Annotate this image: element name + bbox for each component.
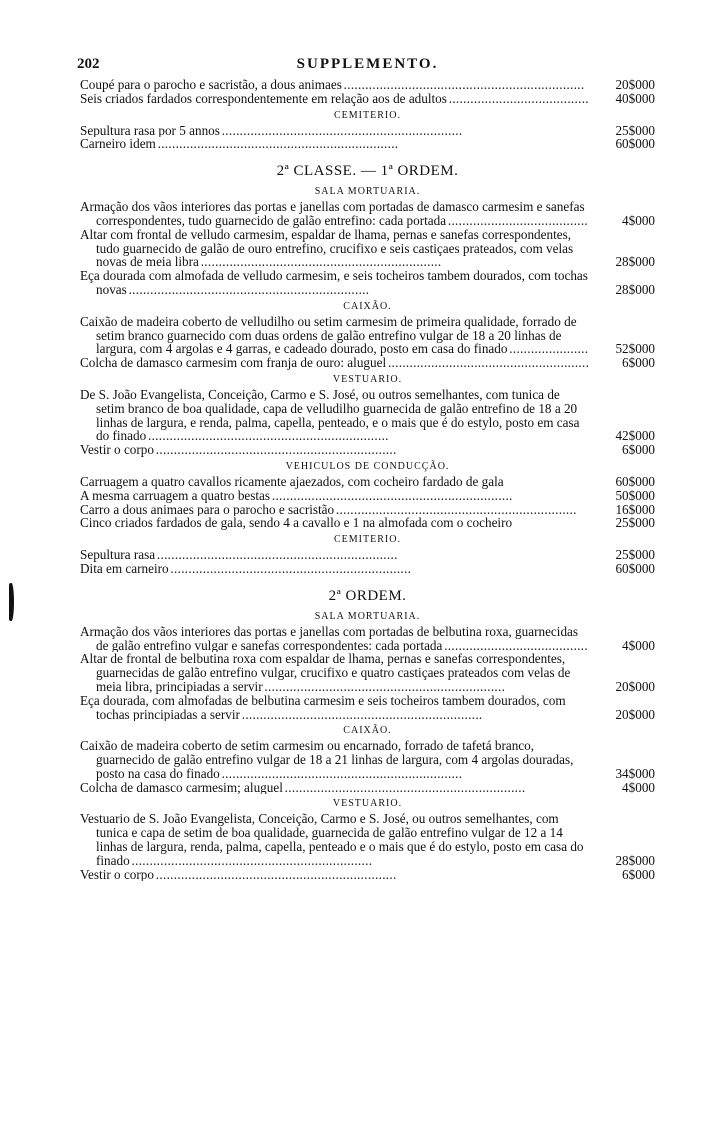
dot-leader: [334, 503, 575, 517]
section-heading-cemiterio: CEMITERIO.: [334, 109, 401, 121]
entry-description: Vestir o corpo: [80, 867, 154, 882]
dot-leader: [283, 781, 524, 795]
caixao-list: [80, 739, 655, 794]
binding-mark: [9, 583, 14, 621]
dot-leader: [240, 707, 481, 722]
entry-description: Colcha de damasco carmesim com franja de ouro: aluguel: [80, 356, 387, 370]
entry-description: Caixão de madeira coberto de setim carmesim ou encarnado, forrado de tafetá branco, guarnecido de galão entrefino vulgar de 18 a 21 linhas de largura, com 4 argolas douradas, posto na casa do finado: [80, 739, 574, 781]
entry-price: 6$000: [622, 355, 655, 371]
dot-leader: [155, 548, 396, 562]
entry-description: A mesma carruagem a quatro bestas: [80, 488, 271, 503]
running-title: SUPPLEMENTO.: [296, 56, 439, 72]
vestuario-list: [80, 388, 655, 457]
dot-leader: [220, 766, 461, 781]
price-entry: [80, 503, 655, 517]
dot-leader: [156, 137, 397, 151]
veiculos-list: [80, 475, 655, 530]
entry-price: 6$000: [622, 442, 655, 458]
entry-description: Seis criados fardados correspondentemente em relação aos de adultos: [80, 91, 447, 106]
section-heading-sala-mortuaria: SALA MORTUARIA.: [314, 186, 421, 198]
page: [77, 56, 655, 882]
price-entry: [80, 868, 655, 882]
section-heading-veiculos: VEHICULOS DE CONDUCÇÃO.: [285, 460, 450, 472]
price-entry: [80, 516, 655, 530]
entry-price: 20$000: [615, 77, 655, 92]
entry-description: Armação dos vãos interiores das portas e janellas com portadas de belbutina roxa, guarnecidas de galão entrefino vulgar e sanefas correspondentes: cada portada: [80, 624, 579, 653]
entry-price: 4$000: [622, 637, 655, 653]
price-entry: [80, 443, 655, 457]
entry-description: De S. João Evangelista, Conceição, Carmo e S. José, ou outros semelhantes, com tunica de setim branco de boa qualidade, capa de velludilho guarnecida de galão entrefino de 18 a 20 linhas de largura, e renda, palma, capella, penteado, e o mais que é do estylo, posto em casa do finado: [80, 387, 580, 444]
entry-price: 25$000: [615, 515, 655, 531]
dot-leader: [342, 78, 583, 92]
section-heading-cemiterio: CEMITERIO.: [334, 534, 401, 546]
dot-leader: [154, 868, 395, 882]
entry-price: 60$000: [615, 473, 655, 489]
price-entry: [80, 356, 655, 370]
entry-description: Altar de frontal de belbutina roxa com espaldar de lhama, pernas e sanefas correspondentes, guarnecidas de galão entrefino vulgar, crucifixo e quatro castiçaes prateados com velas de meia libra, principiadas a servir: [80, 652, 571, 694]
entry-price: 34$000: [615, 765, 655, 781]
continuation-list: [80, 78, 655, 106]
price-entry: [80, 781, 655, 795]
entry-price: 4$000: [622, 212, 655, 228]
dot-leader: [263, 679, 504, 694]
entry-price: 28$000: [615, 852, 655, 868]
entry-description: Altar com frontal de velludo carmesim, espaldar de lhama, pernas e sanefas correspondentes, tudo guarnecido de galão de ouro entrefino, crucifixo e seis castiçaes prateados, com velas novas de meia libra: [80, 227, 574, 270]
entry-description: Eça dourada, com almofadas de belbutina carmesim e seis tocheiros tambem dourados, com tochas principiadas a servir: [80, 693, 566, 722]
page-number: 202: [77, 56, 100, 72]
cemiterio-list: [80, 124, 655, 152]
price-entry: [80, 92, 655, 106]
running-head: [77, 56, 655, 78]
entry-price: 6$000: [622, 866, 655, 882]
entry-price: 25$000: [615, 122, 655, 138]
dot-leader: [169, 562, 410, 576]
entry-description: Sepultura rasa: [80, 548, 156, 562]
cemiterio-list: [80, 548, 655, 576]
entry-price: 28$000: [615, 281, 655, 297]
price-entry: [80, 489, 655, 503]
section-heading-sala-mortuaria: SALA MORTUARIA.: [314, 610, 421, 622]
section-heading-caixao: CAIXÃO.: [343, 725, 392, 737]
price-entry: [80, 269, 655, 297]
dot-leader: [146, 428, 387, 443]
entry-price: 52$000: [615, 341, 655, 357]
order-heading: 2ª ORDEM.: [328, 587, 407, 604]
price-entry: [80, 625, 655, 653]
entry-description: Carro a dous animaes para o parocho e sacristão: [80, 502, 335, 517]
section-heading-vestuario: VESTUARIO.: [332, 798, 403, 810]
sala-mortuaria-list: [80, 200, 655, 297]
price-entry: [80, 228, 655, 269]
price-entry: [80, 78, 655, 92]
price-entry: [80, 694, 655, 722]
entry-price: 60$000: [615, 136, 655, 152]
entry-price: 42$000: [615, 428, 655, 444]
dot-leader: [199, 254, 440, 269]
vestuario-list: [80, 812, 655, 881]
entry-price: 40$000: [615, 90, 655, 106]
dot-leader: [154, 443, 395, 457]
entry-price: 50$000: [615, 487, 655, 503]
price-entry: [80, 200, 655, 228]
dot-leader: [130, 853, 371, 868]
sala-mortuaria-list: [80, 625, 655, 722]
entry-description: Vestuario de S. João Evangelista, Conceição, Carmo e S. José, ou outros semelhantes, com tunica e capa de setim de boa qualidade, guarnecida de galão entrefino vulgar de 12 a 14 linhas de largura, renda, palma, capella, penteado e o mais que é do estylo, posto em casa do finado: [80, 812, 584, 868]
entry-description: Coupé para o parocho e sacristão, a dous animaes: [80, 78, 342, 92]
caixao-list: [80, 315, 655, 370]
price-entry: [80, 475, 655, 489]
price-entry: [80, 739, 655, 780]
entry-description: Carruagem a quatro cavallos ricamente ajaezados, com cocheiro fardado de gala: [80, 474, 504, 489]
entry-price: 28$000: [615, 254, 655, 270]
entry-price: 25$000: [615, 547, 655, 563]
entry-description: Vestir o corpo: [80, 443, 154, 457]
price-entry: [80, 388, 655, 443]
entry-price: 20$000: [615, 678, 655, 694]
section-heading-vestuario: VESTUARIO.: [332, 373, 403, 385]
entry-description: Eça dourada com almofada de velludo carmesim, e seis tocheiros tambem dourados, com tochas novas: [80, 269, 588, 297]
entry-description: Carneiro idem: [80, 137, 156, 152]
price-entry: [80, 315, 655, 356]
entry-price: 20$000: [615, 706, 655, 722]
entry-description: Dita em carneiro: [80, 561, 169, 576]
price-entry: [80, 562, 655, 576]
price-entry: [80, 548, 655, 562]
dot-leader: [220, 124, 461, 138]
entry-description: Caixão de madeira coberto de velludilho ou setim carmesim de primeira qualidade, forrado de setim branco guarnecido com duas ordens de galão entrefino vulgar de 18 a 20 linhas de largura, com 4 argolas e 4 garras, e cadeado dourado, posto em casa do finado: [80, 314, 577, 357]
price-entry: [80, 812, 655, 867]
dot-leader: [270, 489, 511, 503]
entry-price: 60$000: [615, 560, 655, 576]
price-entry: [80, 652, 655, 693]
price-entry: [80, 137, 655, 151]
entry-description: Colcha de damasco carmesim; aluguel: [80, 780, 283, 795]
entry-description: Sepultura rasa por 5 annos: [80, 123, 220, 138]
section-heading-caixao: CAIXÃO.: [343, 300, 392, 312]
entry-description: Armação dos vãos interiores das portas e janellas com portadas de damasco carmesim e sanefas correspondentes, tudo guarnecido de galão entrefino: cada portada: [80, 200, 585, 228]
class-heading: 2ª CLASSE. — 1ª ORDEM.: [276, 163, 459, 180]
dot-leader: [127, 282, 368, 297]
entry-price: 16$000: [615, 501, 655, 517]
entry-description: Cinco criados fardados de gala, sendo 4 a cavallo e 1 na almofada com o cocheiro: [80, 516, 513, 531]
price-entry: [80, 124, 655, 138]
entry-price: 4$000: [622, 779, 655, 795]
